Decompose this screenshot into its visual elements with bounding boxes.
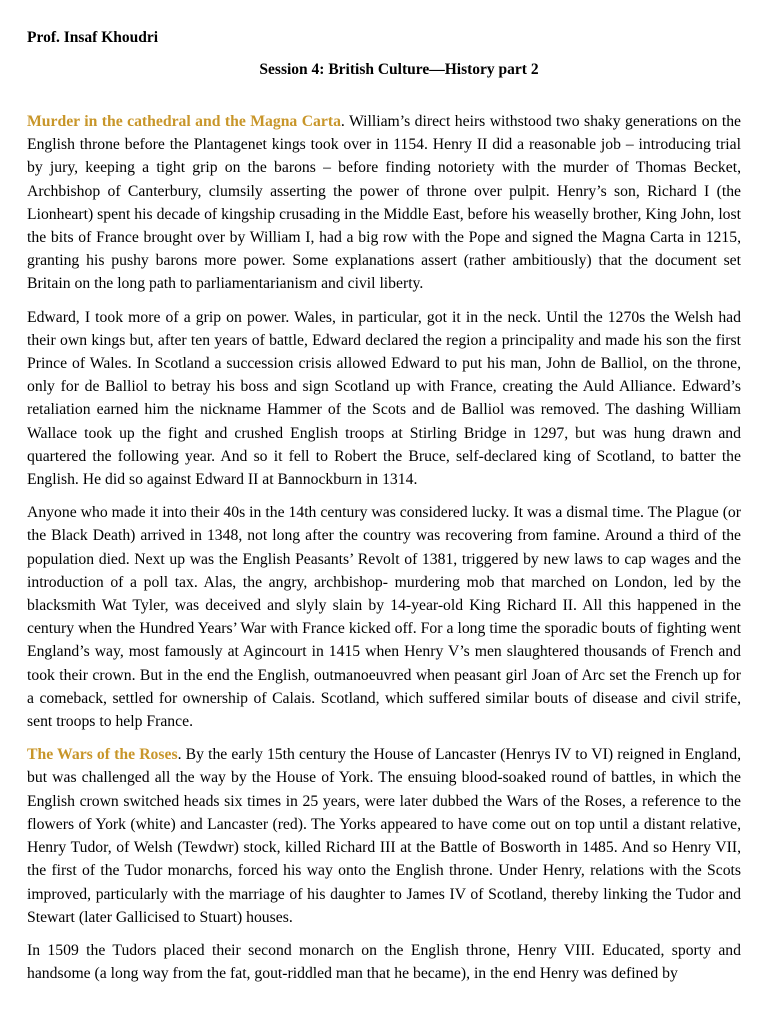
session-title: Session 4: British Culture—History part 2 xyxy=(259,61,539,78)
paragraph-text: In 1509 the Tudors placed their second monarch on the English throne, Henry VIII. Educated, sporty and handsome (a long way from the fat, gout-riddled man that he became), in the end Henry was defined by xyxy=(27,941,741,983)
document-body xyxy=(27,110,741,985)
paragraph-wars-of-roses xyxy=(27,743,741,929)
paragraph-magna-carta xyxy=(27,110,741,296)
paragraph-text: . William’s direct heirs withstood two shaky generations on the English throne before the Plantagenet kings took over in 1154. Henry II did a reasonable job – introducing trial by jury, keeping a tight grip on the barons – before finding notoriety with the murder of Thomas Becket, Archbishop of Canterbury, clumsily asserting the power of throne over pulpit. Henry’s son, Richard I (the Lionheart) spent his decade of kingship crusading in the Middle East, before his weaselly brother, King John, lost the bits of France brought over by William I, had a big row with the Pope and signed the Magna Carta in 1215, granting his pushy barons more power. Some explanations assert (rather ambitiously) that the document set Britain on the long path to parliamentarianism and civil liberty. xyxy=(27,113,742,293)
section-heading-magna-carta: Murder in the cathedral and the Magna Carta xyxy=(27,113,341,130)
paragraph-text: . By the early 15th century the House of Lancaster (Henrys IV to VI) reigned in England, but was challenged all the way by the House of York. The ensuing blood-soaked round of battles, in which the English crown switched heads six times in 25 years, were later dubbed the Wars of the Roses, a reference to the flowers of York (white) and Lancaster (red). The Yorks appeared to have come out on top until a distant relative, Henry Tudor, of Welsh (Tewdwr) stock, killed Richard III at the Battle of Bosworth in 1485. And so Henry VII, the first of the Tudor monarchs, forced his way onto the English throne. Under Henry, relations with the Scots improved, particularly with the marriage of his daughter to James IV of Scotland, thereby linking the Tudor and Stewart (later Gallicised to Stuart) houses. xyxy=(27,746,741,926)
paragraph-henry-viii xyxy=(27,939,741,985)
author-name: Prof. Insaf Khoudri xyxy=(27,29,159,46)
document-page xyxy=(27,28,741,995)
paragraph-edward xyxy=(27,306,741,492)
paragraph-text: Anyone who made it into their 40s in the 14th century was considered lucky. It was a dismal time. The Plague (or the Black Death) arrived in 1348, not long after the country was recovering from famine. Around a third of the population died. Next up was the English Peasants’ Revolt of 1381, triggered by new laws to cap wages and the introduction of a poll tax. Alas, the angry, archbishop- murdering mob that marched on London, led by the blacksmith Wat Tyler, was deceived and slyly slain by 14-year-old King Richard II. All this happened in the century when the Hundred Years’ War with France kicked off. For a long time the sporadic bouts of fighting went England’s way, most famously at Agincourt in 1415 when Henry V’s men slaughtered thousands of French and took their crown. But in the end the English, outmanoeuvred when peasant girl Joan of Arc set the French up for a comeback, settled for ownership of Calais. Scotland, which suffered similar bouts of disease and civil strife, sent troops to help France. xyxy=(27,504,741,731)
section-heading-wars-of-roses: The Wars of the Roses xyxy=(27,746,178,764)
paragraph-text: Edward, I took more of a grip on power. Wales, in particular, got it in the neck. Until the 1270s the Welsh had their own kings but, after ten years of battle, Edward declared the region a principality and made his son the first Prince of Wales. In Scotland a succession crisis allowed Edward to put his man, John de Balliol, on the throne, only for de Balliol to betray his boss and sign Scotland up with France, creating the Auld Alliance. Edward’s retaliation earned him the nickname Hammer of the Scots and de Balliol was removed. The dashing William Wallace took up the fight and crushed English troops at Stirling Bridge in 1297, but was hung drawn and quartered the following year. And so it fell to Robert the Bruce, self-declared king of Scotland, to batter the English. He did so against Edward II at Bannockburn in 1314. xyxy=(27,308,741,489)
paragraph-14th-century xyxy=(27,501,741,733)
